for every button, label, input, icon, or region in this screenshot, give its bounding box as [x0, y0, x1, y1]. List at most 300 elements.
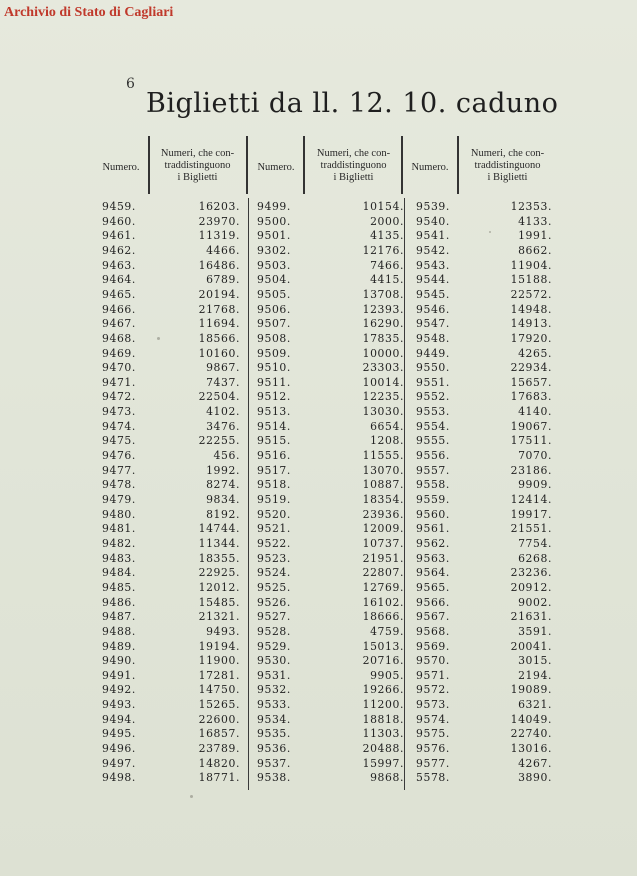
numero-col-3-cell: 9559. — [416, 493, 450, 506]
table-row — [0, 273, 637, 288]
numero-col-3-cell: 9540. — [416, 214, 450, 228]
numero-col-1-cell: 9474. — [102, 419, 136, 433]
table-row — [0, 317, 637, 332]
numeri-col-2-cell: 1208. — [370, 434, 404, 448]
numero-col-1-cell: 9491. — [102, 668, 136, 682]
numeri-col-2-cell: 18354. — [362, 493, 404, 506]
numeri-col-1-cell: 22600. — [198, 712, 240, 726]
numeri-col-1-cell: 11319. — [198, 229, 240, 243]
header-numero-2: Numero. — [257, 162, 295, 173]
numero-col-1-cell: 9493. — [102, 698, 136, 712]
numero-col-3-cell: 9568. — [416, 624, 450, 638]
numeri-col-1-cell: 22504. — [198, 390, 240, 404]
numero-col-2-cell: 9519. — [257, 493, 291, 506]
header-numeri-1-line3: i Biglietti — [177, 172, 218, 183]
numero-col-3-cell: 9560. — [416, 507, 450, 521]
numero-col-3-cell: 9570. — [416, 654, 450, 668]
numeri-col-1-cell: 23789. — [198, 742, 240, 756]
numero-col-3-cell: 9564. — [416, 566, 450, 580]
numeri-col-1-cell: 14744. — [198, 522, 240, 536]
table-row — [0, 361, 637, 376]
header-numeri-1 — [150, 148, 245, 184]
table-row — [0, 625, 637, 640]
numero-col-2-cell: 9531. — [257, 668, 291, 682]
numeri-col-2-cell: 12009. — [362, 522, 404, 536]
numeri-col-2-cell: 10154. — [362, 200, 404, 213]
numero-col-2-cell: 9501. — [257, 229, 291, 243]
numero-col-2-cell: 9520. — [257, 507, 291, 521]
numero-col-2-cell: 9534. — [257, 712, 291, 726]
table-row — [0, 434, 637, 449]
numero-col-1-cell: 9459. — [102, 200, 136, 213]
numeri-col-3-cell: 2194. — [518, 668, 552, 682]
numeri-col-1-cell: 9493. — [206, 624, 240, 638]
table-row — [0, 420, 637, 435]
numeri-col-1-cell: 14750. — [198, 683, 240, 697]
numero-col-1-cell: 9492. — [102, 683, 136, 697]
numeri-col-3-cell: 3015. — [518, 654, 552, 668]
page-title: Biglietti da ll. 12. 10. caduno — [146, 88, 559, 119]
numeri-col-2-cell: 17835. — [362, 331, 404, 345]
numeri-col-2-cell: 16290. — [362, 317, 404, 331]
table-row — [0, 757, 637, 772]
numeri-col-1-cell: 15265. — [198, 698, 240, 712]
numeri-col-1-cell: 8192. — [206, 507, 240, 521]
numeri-col-2-cell: 22807. — [362, 566, 404, 580]
numeri-col-3-cell: 9002. — [518, 595, 552, 609]
numero-col-1-cell: 9494. — [102, 712, 136, 726]
numero-col-2-cell: 9515. — [257, 434, 291, 448]
numeri-col-3-cell: 7754. — [518, 536, 552, 550]
numero-col-2-cell: 9512. — [257, 390, 291, 404]
table-row — [0, 596, 637, 611]
numero-col-1-cell: 9489. — [102, 639, 136, 653]
numero-col-3-cell: 9449. — [416, 346, 450, 360]
numero-col-1-cell: 9488. — [102, 624, 136, 638]
numeri-col-3-cell: 17683. — [510, 390, 552, 404]
numeri-col-3-cell: 22572. — [510, 287, 552, 301]
header-numeri-3-line2: traddistinguono — [474, 160, 541, 171]
numeri-col-1-cell: 17281. — [198, 668, 240, 682]
numeri-col-3-cell: 14948. — [510, 302, 552, 316]
table-row — [0, 288, 637, 303]
numero-col-3-cell: 9574. — [416, 712, 450, 726]
numero-col-3-cell: 9577. — [416, 756, 450, 770]
table-row — [0, 713, 637, 728]
table-row — [0, 449, 637, 464]
numeri-col-2-cell: 7466. — [370, 258, 404, 272]
table-row — [0, 771, 637, 786]
header-numeri-1-line1: Numeri, che con- — [160, 148, 235, 159]
numero-col-2-cell: 9302. — [257, 243, 291, 257]
numeri-col-2-cell: 11555. — [362, 449, 404, 463]
numeri-col-3-cell: 12353. — [510, 200, 552, 213]
numero-col-1-cell: 9490. — [102, 654, 136, 668]
numeri-col-3-cell: 12414. — [510, 493, 552, 506]
numeri-col-3-cell: 21551. — [510, 522, 552, 536]
numeri-col-3-cell: 13016. — [510, 742, 552, 756]
numero-col-2-cell: 9524. — [257, 566, 291, 580]
numeri-col-3-cell: 7070. — [518, 449, 552, 463]
numeri-col-2-cell: 23936. — [362, 507, 404, 521]
table-row — [0, 493, 637, 508]
table-row — [0, 654, 637, 669]
numeri-col-1-cell: 21768. — [198, 302, 240, 316]
table-row — [0, 229, 637, 244]
numeri-col-1-cell: 11344. — [198, 536, 240, 550]
table-row — [0, 742, 637, 757]
table-row — [0, 552, 637, 567]
numeri-col-2-cell: 20716. — [362, 654, 404, 668]
numeri-col-1-cell: 8274. — [206, 478, 240, 492]
numero-col-2-cell: 9522. — [257, 536, 291, 550]
numeri-col-3-cell: 20912. — [510, 580, 552, 594]
numero-col-3-cell: 9558. — [416, 478, 450, 492]
numeri-col-3-cell: 6268. — [518, 551, 552, 565]
numeri-col-2-cell: 2000. — [370, 214, 404, 228]
numero-col-2-cell: 9513. — [257, 405, 291, 419]
numero-col-2-cell: 9529. — [257, 639, 291, 653]
numero-col-2-cell: 9521. — [257, 522, 291, 536]
numero-col-1-cell: 9477. — [102, 463, 136, 477]
paper-speck — [157, 337, 160, 340]
numero-col-3-cell: 9550. — [416, 361, 450, 375]
numero-col-2-cell: 9527. — [257, 610, 291, 624]
numeri-col-1-cell: 1992. — [206, 463, 240, 477]
divider-header-2 — [246, 136, 248, 194]
numeri-col-3-cell: 23186. — [510, 463, 552, 477]
numeri-col-1-cell: 6789. — [206, 273, 240, 287]
numeri-col-2-cell: 13030. — [362, 405, 404, 419]
numeri-col-3-cell: 3890. — [518, 771, 552, 785]
numero-col-3-cell: 9565. — [416, 580, 450, 594]
divider-header-1 — [148, 136, 150, 194]
numero-col-2-cell: 9508. — [257, 331, 291, 345]
numeri-col-2-cell: 6654. — [370, 419, 404, 433]
numeri-col-2-cell: 20488. — [362, 742, 404, 756]
header-numero-1: Numero. — [102, 162, 140, 173]
numero-col-3-cell: 9543. — [416, 258, 450, 272]
numeri-col-3-cell: 9909. — [518, 478, 552, 492]
numero-col-1-cell: 9463. — [102, 258, 136, 272]
numeri-col-3-cell: 19917. — [510, 507, 552, 521]
numero-col-3-cell: 9544. — [416, 273, 450, 287]
numero-col-3-cell: 9562. — [416, 536, 450, 550]
numero-col-1-cell: 9485. — [102, 580, 136, 594]
table-row — [0, 640, 637, 655]
numeri-col-2-cell: 18666. — [362, 610, 404, 624]
numeri-col-1-cell: 16203. — [198, 200, 240, 213]
header-numeri-2-line3: i Biglietti — [333, 172, 374, 183]
numero-col-2-cell: 9510. — [257, 361, 291, 375]
numeri-col-3-cell: 15657. — [510, 375, 552, 389]
numeri-col-1-cell: 11900. — [198, 654, 240, 668]
numeri-col-3-cell: 21631. — [510, 610, 552, 624]
paper-speck — [489, 231, 491, 233]
table-row — [0, 244, 637, 259]
numero-col-2-cell: 9509. — [257, 346, 291, 360]
numero-col-1-cell: 9484. — [102, 566, 136, 580]
numero-col-1-cell: 9462. — [102, 243, 136, 257]
table-row — [0, 464, 637, 479]
numero-col-1-cell: 9465. — [102, 287, 136, 301]
numeri-col-2-cell: 21951. — [362, 551, 404, 565]
numeri-col-2-cell: 12769. — [362, 580, 404, 594]
table-row — [0, 508, 637, 523]
header-numero-3: Numero. — [411, 162, 449, 173]
numero-col-3-cell: 9567. — [416, 610, 450, 624]
divider-header-3 — [303, 136, 305, 194]
numero-col-3-cell: 9571. — [416, 668, 450, 682]
numero-col-2-cell: 9538. — [257, 771, 291, 785]
numeri-col-3-cell: 4140. — [518, 405, 552, 419]
numeri-col-1-cell: 20194. — [198, 287, 240, 301]
numeri-col-3-cell: 4265. — [518, 346, 552, 360]
divider-header-4 — [401, 136, 403, 194]
header-numeri-2-line1: Numeri, che con- — [316, 148, 391, 159]
table-row — [0, 581, 637, 596]
numeri-col-2-cell: 15013. — [362, 639, 404, 653]
numero-col-3-cell: 9553. — [416, 405, 450, 419]
divider-header-5 — [457, 136, 459, 194]
numero-col-2-cell: 9500. — [257, 214, 291, 228]
numero-col-3-cell: 9551. — [416, 375, 450, 389]
numeri-col-3-cell: 20041. — [510, 639, 552, 653]
numeri-col-3-cell: 3591. — [518, 624, 552, 638]
numeri-col-3-cell: 11904. — [510, 258, 552, 272]
table-row — [0, 478, 637, 493]
numero-col-1-cell: 9483. — [102, 551, 136, 565]
numeri-col-2-cell: 4759. — [370, 624, 404, 638]
numero-col-3-cell: 9548. — [416, 331, 450, 345]
numeri-col-1-cell: 4102. — [206, 405, 240, 419]
numeri-col-1-cell: 21321. — [198, 610, 240, 624]
numeri-col-2-cell: 15997. — [362, 756, 404, 770]
numero-col-3-cell: 9556. — [416, 449, 450, 463]
numeri-col-3-cell: 17920. — [510, 331, 552, 345]
table-row — [0, 698, 637, 713]
numero-col-2-cell: 9532. — [257, 683, 291, 697]
numero-col-1-cell: 9496. — [102, 742, 136, 756]
numero-col-1-cell: 9480. — [102, 507, 136, 521]
numero-col-1-cell: 9469. — [102, 346, 136, 360]
numeri-col-1-cell: 22925. — [198, 566, 240, 580]
numeri-col-2-cell: 11303. — [362, 727, 404, 741]
table-row — [0, 727, 637, 742]
numero-col-3-cell: 9547. — [416, 317, 450, 331]
numero-col-1-cell: 9467. — [102, 317, 136, 331]
numeri-col-2-cell: 4415. — [370, 273, 404, 287]
page-number: 6 — [126, 76, 135, 92]
numero-col-3-cell: 9572. — [416, 683, 450, 697]
table-row — [0, 522, 637, 537]
archive-watermark: Archivio di Stato di Cagliari — [4, 5, 174, 20]
numeri-col-1-cell: 11694. — [198, 317, 240, 331]
numero-col-2-cell: 9528. — [257, 624, 291, 638]
numeri-col-2-cell: 13708. — [362, 287, 404, 301]
numeri-col-3-cell: 14913. — [510, 317, 552, 331]
numeri-col-3-cell: 1991. — [518, 229, 552, 243]
numeri-col-2-cell: 11200. — [362, 698, 404, 712]
table-row — [0, 215, 637, 230]
numero-col-2-cell: 9535. — [257, 727, 291, 741]
numeri-col-2-cell: 4135. — [370, 229, 404, 243]
header-numeri-2-line2: traddistinguono — [320, 160, 387, 171]
numero-col-1-cell: 9470. — [102, 361, 136, 375]
numero-col-1-cell: 9466. — [102, 302, 136, 316]
numero-col-1-cell: 9497. — [102, 756, 136, 770]
numeri-col-2-cell: 10000. — [362, 346, 404, 360]
numero-col-2-cell: 9517. — [257, 463, 291, 477]
numeri-col-3-cell: 6321. — [518, 698, 552, 712]
numeri-col-2-cell: 12235. — [362, 390, 404, 404]
table-row — [0, 332, 637, 347]
numero-col-2-cell: 9514. — [257, 419, 291, 433]
numeri-col-1-cell: 16486. — [198, 258, 240, 272]
numeri-col-1-cell: 10160. — [198, 346, 240, 360]
numeri-col-1-cell: 14820. — [198, 756, 240, 770]
numero-col-2-cell: 9499. — [257, 200, 291, 213]
numeri-col-3-cell: 14049. — [510, 712, 552, 726]
numero-col-1-cell: 9471. — [102, 375, 136, 389]
numero-col-2-cell: 9526. — [257, 595, 291, 609]
numeri-col-2-cell: 9905. — [370, 668, 404, 682]
numeri-col-1-cell: 18771. — [198, 771, 240, 785]
numero-col-1-cell: 9475. — [102, 434, 136, 448]
table-header — [0, 134, 637, 194]
numeri-col-1-cell: 22255. — [198, 434, 240, 448]
numero-col-2-cell: 9537. — [257, 756, 291, 770]
table-row — [0, 566, 637, 581]
numero-col-3-cell: 9561. — [416, 522, 450, 536]
numero-col-3-cell: 9569. — [416, 639, 450, 653]
numero-col-1-cell: 9476. — [102, 449, 136, 463]
numeri-col-1-cell: 12012. — [198, 580, 240, 594]
paper-speck — [190, 795, 193, 798]
numeri-col-2-cell: 12393. — [362, 302, 404, 316]
numero-col-1-cell: 9461. — [102, 229, 136, 243]
numero-col-1-cell: 9482. — [102, 536, 136, 550]
table-row — [0, 669, 637, 684]
numero-col-3-cell: 9576. — [416, 742, 450, 756]
numero-col-2-cell: 9503. — [257, 258, 291, 272]
numeri-col-2-cell: 9868. — [370, 771, 404, 785]
numeri-col-1-cell: 19194. — [198, 639, 240, 653]
numeri-col-2-cell: 18818. — [362, 712, 404, 726]
numero-col-3-cell: 9541. — [416, 229, 450, 243]
numero-col-1-cell: 9464. — [102, 273, 136, 287]
numeri-col-3-cell: 19067. — [510, 419, 552, 433]
numero-col-2-cell: 9525. — [257, 580, 291, 594]
numeri-col-3-cell: 23236. — [510, 566, 552, 580]
numero-col-1-cell: 9472. — [102, 390, 136, 404]
numero-col-2-cell: 9533. — [257, 698, 291, 712]
numero-col-2-cell: 9507. — [257, 317, 291, 331]
header-numeri-3-line1: Numeri, che con- — [470, 148, 545, 159]
numeri-col-2-cell: 10737. — [362, 536, 404, 550]
numeri-col-3-cell: 8662. — [518, 243, 552, 257]
numeri-col-3-cell: 19089. — [510, 683, 552, 697]
numero-col-2-cell: 9518. — [257, 478, 291, 492]
numero-col-3-cell: 9552. — [416, 390, 450, 404]
numeri-col-1-cell: 456. — [213, 449, 240, 463]
numeri-col-3-cell: 4267. — [518, 756, 552, 770]
table-row — [0, 376, 637, 391]
numeri-col-3-cell: 15188. — [510, 273, 552, 287]
numero-col-2-cell: 9506. — [257, 302, 291, 316]
numero-col-1-cell: 9478. — [102, 478, 136, 492]
table-row — [0, 683, 637, 698]
numero-col-1-cell: 9460. — [102, 214, 136, 228]
numeri-col-2-cell: 10887. — [362, 478, 404, 492]
table-row — [0, 537, 637, 552]
numeri-col-1-cell: 18566. — [198, 331, 240, 345]
numero-col-1-cell: 9495. — [102, 727, 136, 741]
numero-col-3-cell: 9573. — [416, 698, 450, 712]
numeri-col-2-cell: 19266. — [362, 683, 404, 697]
numeri-col-1-cell: 9834. — [206, 493, 240, 506]
numero-col-3-cell: 9557. — [416, 463, 450, 477]
numero-col-2-cell: 9505. — [257, 287, 291, 301]
numeri-col-1-cell: 3476. — [206, 419, 240, 433]
numero-col-3-cell: 9542. — [416, 243, 450, 257]
numero-col-1-cell: 9486. — [102, 595, 136, 609]
numero-col-3-cell: 9563. — [416, 551, 450, 565]
numero-col-2-cell: 9504. — [257, 273, 291, 287]
header-numeri-2 — [306, 148, 401, 184]
numero-col-2-cell: 9511. — [257, 375, 291, 389]
numeri-col-3-cell: 22740. — [510, 727, 552, 741]
numeri-col-1-cell: 18355. — [198, 551, 240, 565]
numero-col-3-cell: 9566. — [416, 595, 450, 609]
numero-col-3-cell: 5578. — [416, 771, 450, 785]
numero-col-1-cell: 9479. — [102, 493, 136, 506]
table-row — [0, 347, 637, 362]
numero-col-2-cell: 9516. — [257, 449, 291, 463]
numeri-col-2-cell: 23303. — [362, 361, 404, 375]
numeri-col-2-cell: 12176. — [362, 243, 404, 257]
numero-col-2-cell: 9536. — [257, 742, 291, 756]
numeri-col-1-cell: 15485. — [198, 595, 240, 609]
table-row — [0, 259, 637, 274]
table-row — [0, 405, 637, 420]
numeri-col-1-cell: 7437. — [206, 375, 240, 389]
numeri-col-1-cell: 23970. — [198, 214, 240, 228]
table-row — [0, 390, 637, 405]
numeri-col-2-cell: 13070. — [362, 463, 404, 477]
numeri-col-1-cell: 16857. — [198, 727, 240, 741]
numero-col-3-cell: 9546. — [416, 302, 450, 316]
numero-col-3-cell: 9575. — [416, 727, 450, 741]
numero-col-1-cell: 9481. — [102, 522, 136, 536]
numeri-col-1-cell: 9867. — [206, 361, 240, 375]
numeri-col-2-cell: 10014. — [362, 375, 404, 389]
table-row — [0, 200, 637, 215]
numero-col-2-cell: 9523. — [257, 551, 291, 565]
numero-col-2-cell: 9530. — [257, 654, 291, 668]
header-numeri-1-line2: traddistinguono — [164, 160, 231, 171]
numero-col-1-cell: 9468. — [102, 331, 136, 345]
header-numeri-3 — [460, 148, 555, 184]
header-numeri-3-line3: i Biglietti — [487, 172, 528, 183]
table-row — [0, 303, 637, 318]
numero-col-1-cell: 9473. — [102, 405, 136, 419]
numeri-col-3-cell: 4133. — [518, 214, 552, 228]
numero-col-3-cell: 9539. — [416, 200, 450, 213]
numero-col-3-cell: 9555. — [416, 434, 450, 448]
numeri-col-2-cell: 16102. — [362, 595, 404, 609]
numero-col-1-cell: 9498. — [102, 771, 136, 785]
